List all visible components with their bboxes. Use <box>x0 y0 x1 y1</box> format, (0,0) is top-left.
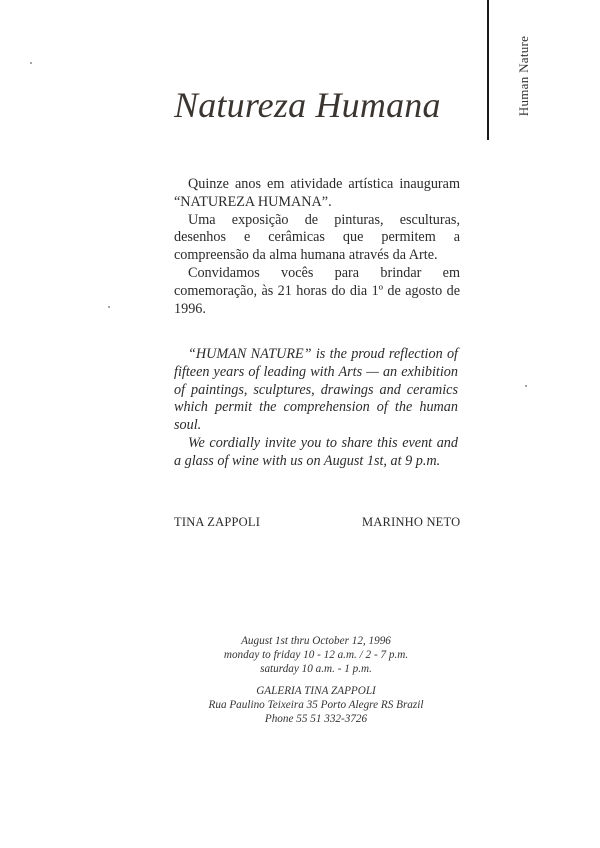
portuguese-paragraph-3: Convidamos vocês para brindar em comemoração, às 21 horas do dia 1º de agosto de 1996. <box>174 264 460 317</box>
portuguese-paragraph-2: Uma exposição de pinturas, esculturas, desenhos e cerâmicas que permitem a compreensão da alma humana através da Arte. <box>174 211 460 264</box>
gallery-info <box>174 684 458 727</box>
gallery-name: GALERIA TINA ZAPPOLI <box>256 685 376 697</box>
exhibition-dates: August 1st thru October 12, 1996 <box>241 635 391 647</box>
side-divider-rule <box>487 0 489 140</box>
paper-speck <box>525 385 527 387</box>
gallery-phone: Phone 55 51 332-3726 <box>264 713 368 726</box>
portuguese-paragraph-1: Quinze anos em atividade artística inauguram “NATUREZA HUMANA”. <box>174 176 460 210</box>
exhibition-schedule <box>174 634 458 677</box>
gallery-address: Rua Paulino Teixeira 35 Porto Alegre RS Brazil <box>208 699 424 712</box>
english-text-block <box>174 346 458 471</box>
weekday-hours: monday to friday 10 - 12 a.m. / 2 - 7 p.m. <box>223 649 409 662</box>
paper-speck <box>108 306 110 308</box>
paper-speck <box>30 62 32 64</box>
english-paragraph-1: “HUMAN NATURE” is the proud reflection of fifteen years of leading with Arts — an exhibition of paintings, sculptures, drawings and ceramics which permit the comprehension of the human soul. <box>174 346 458 434</box>
side-label: Human Nature <box>516 35 531 117</box>
portuguese-text-block <box>174 176 460 318</box>
english-paragraph-2: We cordially invite you to share this event and a glass of wine with us on August 1st, at 9 p.m. <box>174 434 458 469</box>
signature-left: TINA ZAPPOLI <box>174 515 261 529</box>
saturday-hours: saturday 10 a.m. - 1 p.m. <box>260 663 372 676</box>
page-title: Natureza Humana <box>174 85 441 125</box>
signature-right: MARINHO NETO <box>362 515 461 529</box>
